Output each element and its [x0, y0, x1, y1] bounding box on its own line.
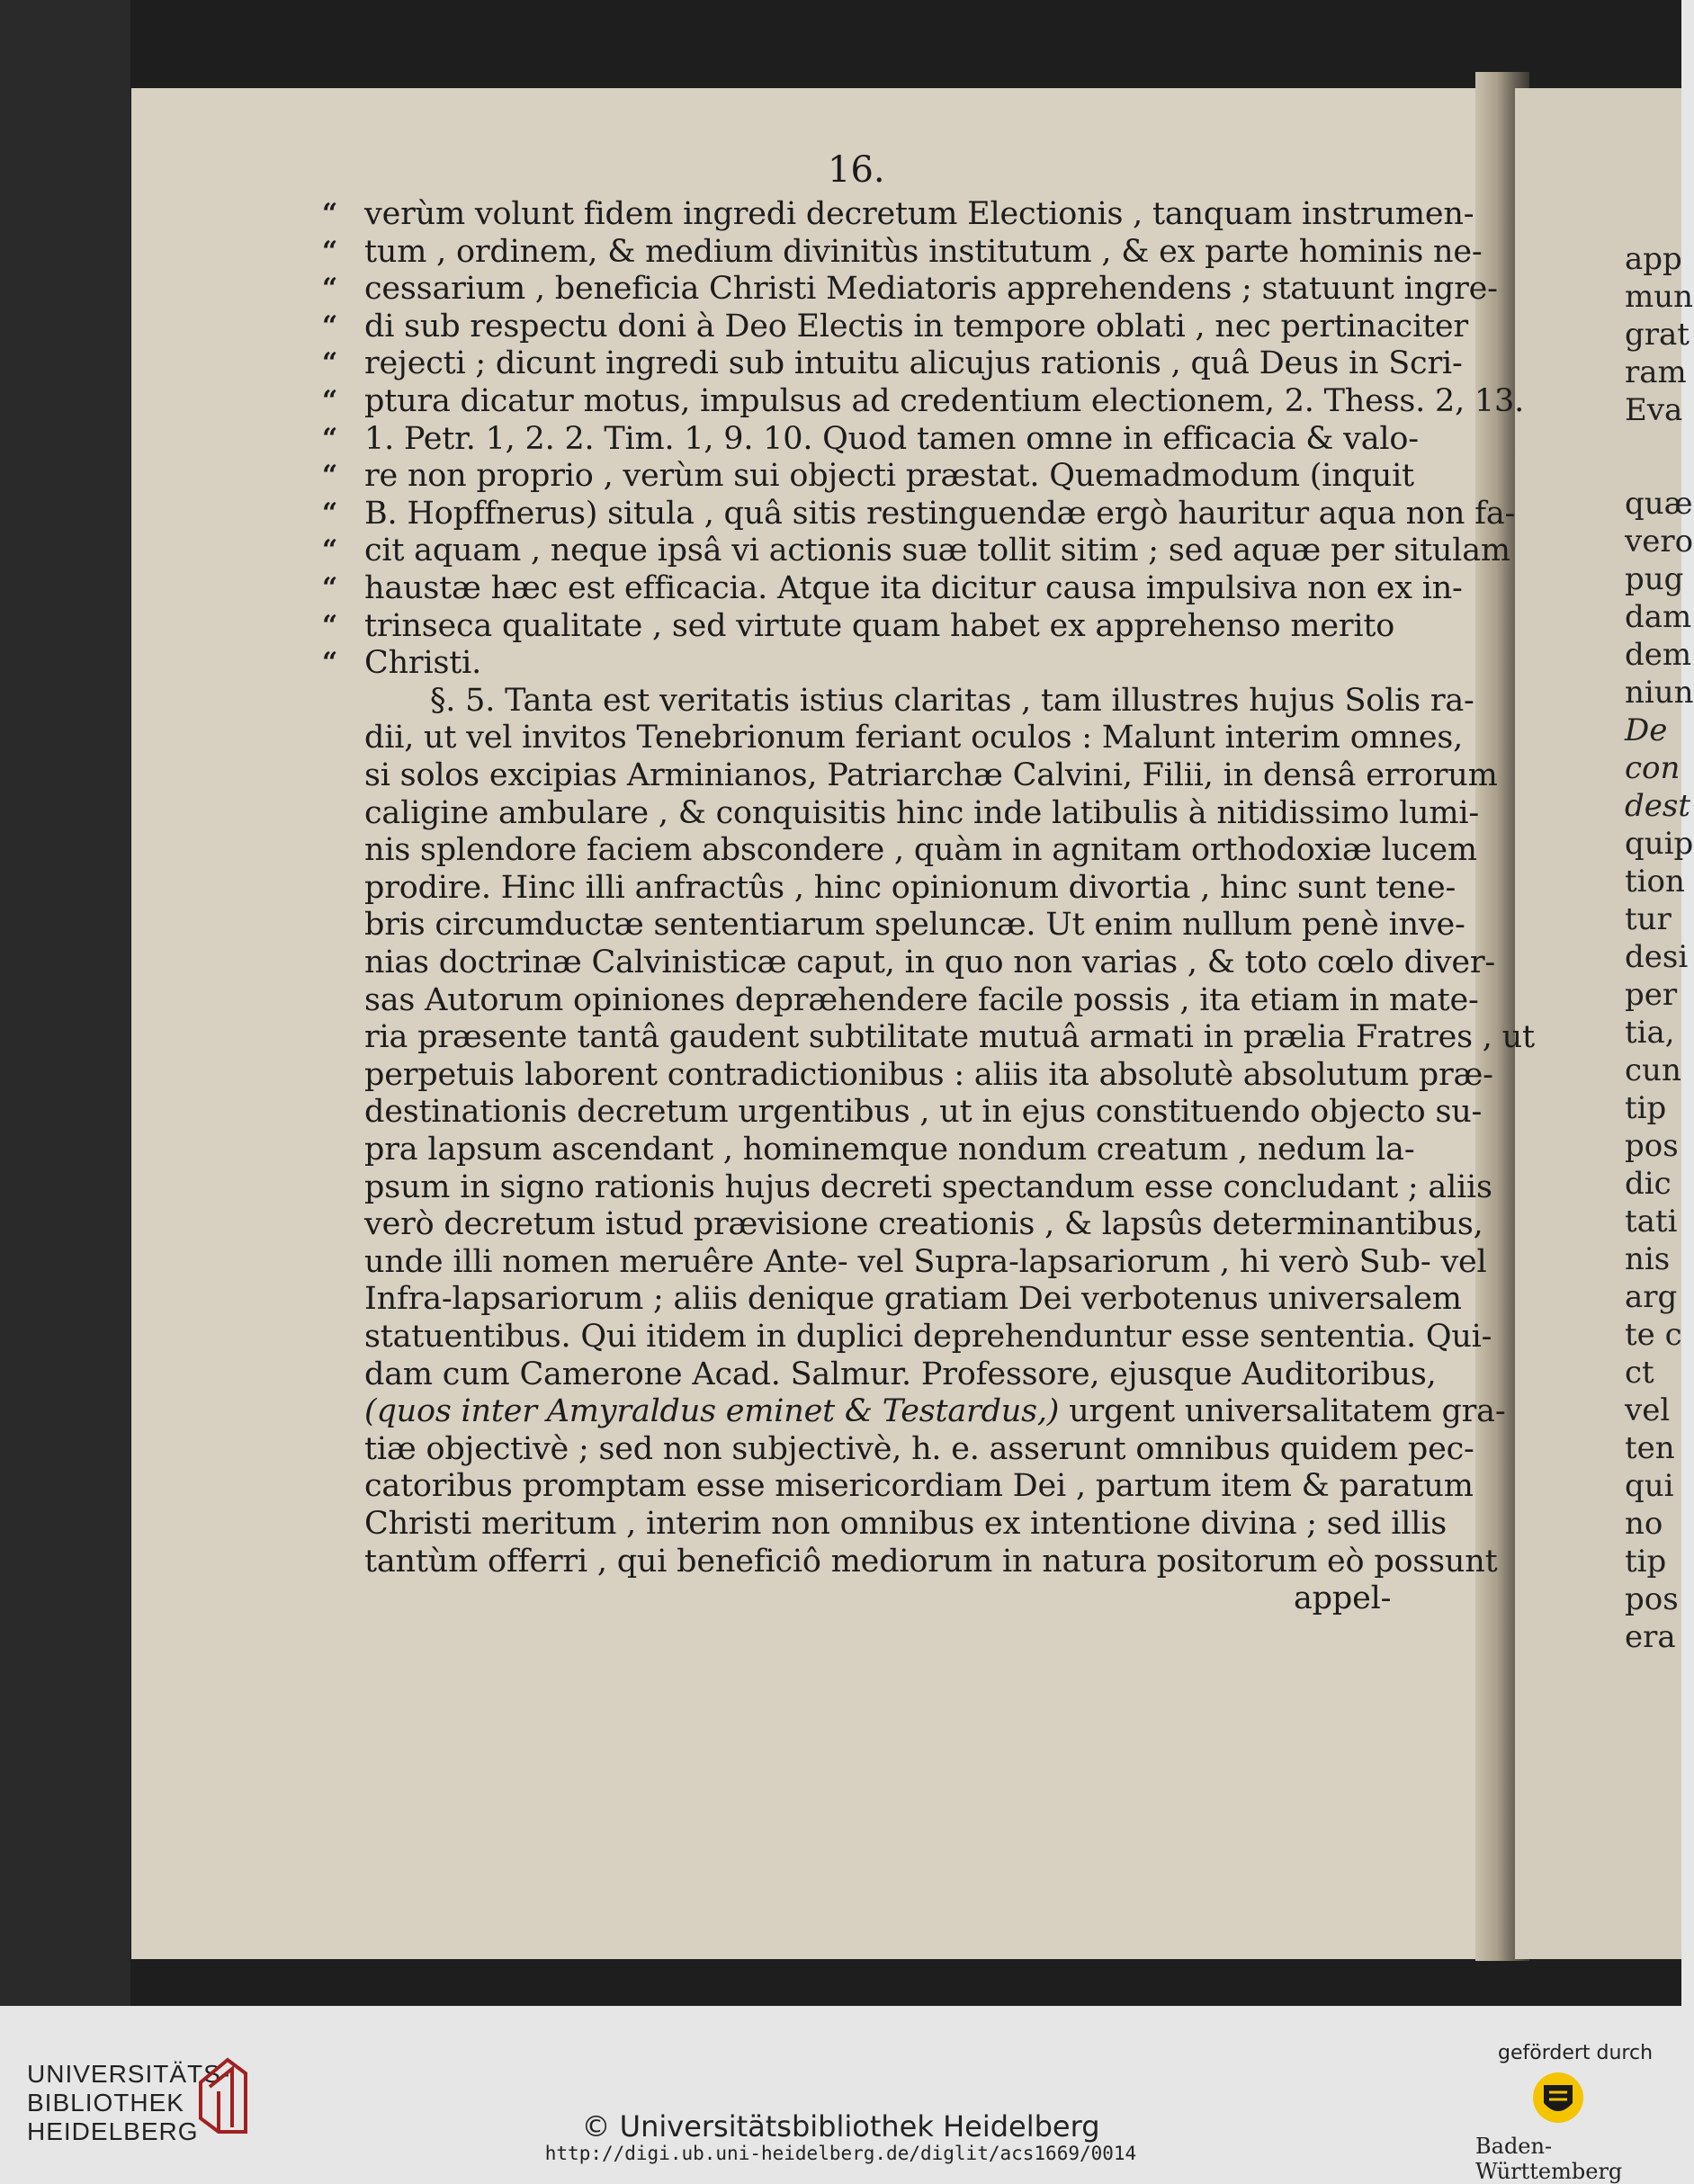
text-line: cessarium , beneficia Christi Mediatoris apprehendens ; statuunt ingre- [364, 271, 1498, 308]
next-page-fragment: te c [1625, 1317, 1682, 1353]
text-line: ptura dicatur motus, impulsus ad credentium electionem, 2. Thess. 2, 13. [364, 383, 1524, 419]
next-page-fragment: dest [1625, 788, 1690, 824]
text-line: Christi meritum , interim non omnibus ex intentione divina ; sed illis [364, 1506, 1447, 1542]
margin-quote-mark: “ [322, 497, 338, 529]
permalink[interactable]: http://digi.ub.uni-heidelberg.de/diglit/acs1669/0014 [544, 2143, 1137, 2164]
text-line: caligine ambulare , & conquisitis hinc inde latibulis à nitidissimo lumi- [364, 794, 1480, 831]
text-line: bris circumductæ sententiarum speluncæ. Ut enim nullum penè inve- [364, 907, 1465, 944]
margin-quote-mark: “ [322, 647, 338, 679]
text-line [364, 1393, 1505, 1429]
text-line: dam cum Camerone Acad. Salmur. Professore, ejusque Auditoribus, [364, 1356, 1437, 1392]
next-page-fragment: per [1625, 977, 1678, 1013]
margin-quote-mark: “ [322, 385, 338, 416]
next-page-fragment: pos [1625, 1128, 1679, 1164]
text-line: trinseca qualitate , sed virtute quam habet ex apprehenso merito [364, 607, 1395, 644]
text-line: dii, ut vel invitos Tenebrionum feriant oculos : Malunt interim omnes, [364, 720, 1464, 756]
funder-name: Baden-Württemberg [1475, 2134, 1623, 2184]
text-line: statuentibus. Qui itidem in duplici deprehenduntur esse sententia. Qui- [364, 1319, 1492, 1355]
text-line: di sub respectu doni à Deo Electis in tempore oblati , nec pertinaciter [364, 308, 1468, 345]
margin-quote-mark: “ [322, 572, 338, 604]
text-line: ria præsente tantâ gaudent subtilitate mutuâ armati in prælia Fratres , ut [364, 1019, 1535, 1056]
text-line: nias doctrinæ Calvinisticæ caput, in quo non varias , & toto cœlo diver- [364, 944, 1496, 980]
margin-quote-mark: “ [322, 273, 338, 305]
text-line: perpetuis laborent contradictionibus : aliis ita absolutè absolutum præ- [364, 1056, 1493, 1093]
text-run: urgent universalitatem gra- [1059, 1393, 1506, 1430]
library-name-line: BIBLIOTHEK [27, 2089, 184, 2117]
text-line: B. Hopffnerus) situla , quâ sitis restinguendæ ergò hauritur aqua non fa- [364, 495, 1516, 532]
text-line: verò decretum istud prævisione creationis , & lapsûs determinantibus, [364, 1206, 1483, 1243]
margin-quote-mark: “ [322, 422, 338, 454]
next-page-fragment: con [1625, 750, 1681, 786]
text-line: re non proprio , verùm sui objecti præstat. Quemadmodum (inquit [364, 458, 1414, 495]
next-page-fragment: mun [1625, 279, 1694, 315]
next-page-fragment: quæ [1625, 486, 1693, 522]
next-page-fragment: niun [1625, 675, 1694, 711]
italic-phrase: (quos inter Amyraldus eminet & Testardus,) [364, 1393, 1060, 1430]
next-page-fragment: tion [1625, 864, 1685, 900]
next-page-fragment: dic [1625, 1166, 1672, 1202]
next-page-fragment: era [1625, 1619, 1676, 1655]
text-line: 1. Petr. 1, 2. 2. Tim. 1, 9. 10. Quod tamen omne in efficacia & valo- [364, 420, 1419, 457]
next-page-fragment: cun [1625, 1052, 1681, 1088]
next-page-fragment: vero [1625, 524, 1694, 559]
text-line: tum , ordinem, & medium divinitùs institutum , & ex parte hominis ne- [364, 233, 1483, 270]
text-line: tiæ objectivè ; sed non subjectivè, h. e. asserunt omnibus quidem pec- [364, 1430, 1474, 1467]
text-line: verùm volunt fidem ingredi decretum Electionis , tanquam instrumen- [364, 196, 1474, 232]
text-line: pra lapsum ascendant , hominemque nondum creatum , nedum la- [364, 1132, 1415, 1168]
next-page-fragment: quip [1625, 826, 1694, 862]
state-coat-of-arms-icon [1531, 2069, 1585, 2126]
text-line: haustæ hæc est efficacia. Atque ita dicitur causa impulsiva non ex in- [364, 570, 1463, 606]
next-page-fragment: ram [1625, 354, 1687, 390]
text-line: Christi. [364, 645, 481, 682]
next-page-fragment: ct [1625, 1355, 1654, 1391]
next-page-fragment: pos [1625, 1581, 1679, 1617]
text-line: §. 5. Tanta est veritatis istius claritas , tam illustres hujus Solis ra- [430, 682, 1474, 719]
page-number: 16. [828, 149, 885, 191]
next-page-fragment: tip [1625, 1544, 1667, 1580]
margin-quote-mark: “ [322, 460, 338, 492]
next-page-fragment: tip [1625, 1090, 1667, 1126]
next-page-fragment: Eva [1625, 392, 1683, 428]
next-page-fragment: qui [1625, 1468, 1674, 1504]
text-line: destinationis decretum urgentibus , ut in ejus constituendo objecto su- [364, 1094, 1483, 1131]
text-line: catoribus promptam esse misericordiam Dei , partum item & paratum [364, 1468, 1474, 1505]
next-page-fragment: dam [1625, 599, 1692, 635]
next-page-fragment: tur [1625, 901, 1672, 937]
next-page-fragment: dem [1625, 637, 1692, 673]
library-name-line: UNIVERSITÄTS- [27, 2060, 231, 2088]
margin-quote-mark: “ [322, 347, 338, 380]
next-page-fragment: De [1625, 712, 1668, 748]
next-page-fragment: tati [1625, 1204, 1678, 1240]
funding-label: gefördert durch [1498, 2042, 1654, 2064]
text-line: tantùm offerri , qui beneficiô mediorum in natura positorum eò possunt [364, 1543, 1498, 1580]
text-line: si solos excipias Arminianos, Patriarchæ Calvini, Filii, in densâ errorum [364, 757, 1498, 793]
text-line: prodire. Hinc illi anfractûs , hinc opinionum divortia , hinc sunt tene- [364, 869, 1456, 906]
text-line: unde illi nomen meruêre Ante- vel Supra-lapsariorum , hi verò Sub- vel [364, 1243, 1487, 1280]
next-page-fragment: app [1625, 241, 1682, 277]
next-page-fragment: no [1625, 1506, 1663, 1542]
text-line: Infra-lapsariorum ; aliis denique gratiam Dei verbotenus universalem [364, 1281, 1462, 1318]
text-line: cit aquam , neque ipsâ vi actionis suæ tollit sitim ; sed aquæ per situlam [364, 533, 1510, 569]
next-page-fragment: vel [1625, 1392, 1671, 1428]
copyright-notice: © Universitätsbibliothek Heidelberg [581, 2109, 1100, 2144]
margin-quote-mark: “ [322, 198, 338, 229]
text-line: appel- [1294, 1580, 1392, 1617]
next-page-fragment: pug [1625, 561, 1684, 597]
margin-quote-mark: “ [322, 609, 338, 641]
text-line: nis splendore faciem abscondere , quàm in agnitam orthodoxiæ lucem [364, 832, 1477, 869]
left-page-edge [0, 0, 130, 2006]
library-name-line: HEIDELBERG [27, 2117, 199, 2145]
next-page-fragment: grat [1625, 317, 1690, 353]
text-line: psum in signo rationis hujus decreti spectandum esse concludant ; aliis [364, 1168, 1492, 1205]
next-page-fragment: ten [1625, 1430, 1675, 1466]
next-page-fragment: nis [1625, 1241, 1671, 1277]
next-page-fragment: arg [1625, 1279, 1678, 1315]
margin-quote-mark: “ [322, 235, 338, 267]
margin-quote-mark: “ [322, 309, 338, 342]
margin-quote-mark: “ [322, 534, 338, 567]
text-line: rejecti ; dicunt ingredi sub intuitu alicujus rationis , quâ Deus in Scri- [364, 345, 1463, 382]
next-page-fragment: desi [1625, 939, 1689, 975]
next-page-fragment: tia, [1625, 1015, 1675, 1051]
text-line: sas Autorum opiniones depræhendere facile possis , ita etiam in mate- [364, 981, 1479, 1018]
